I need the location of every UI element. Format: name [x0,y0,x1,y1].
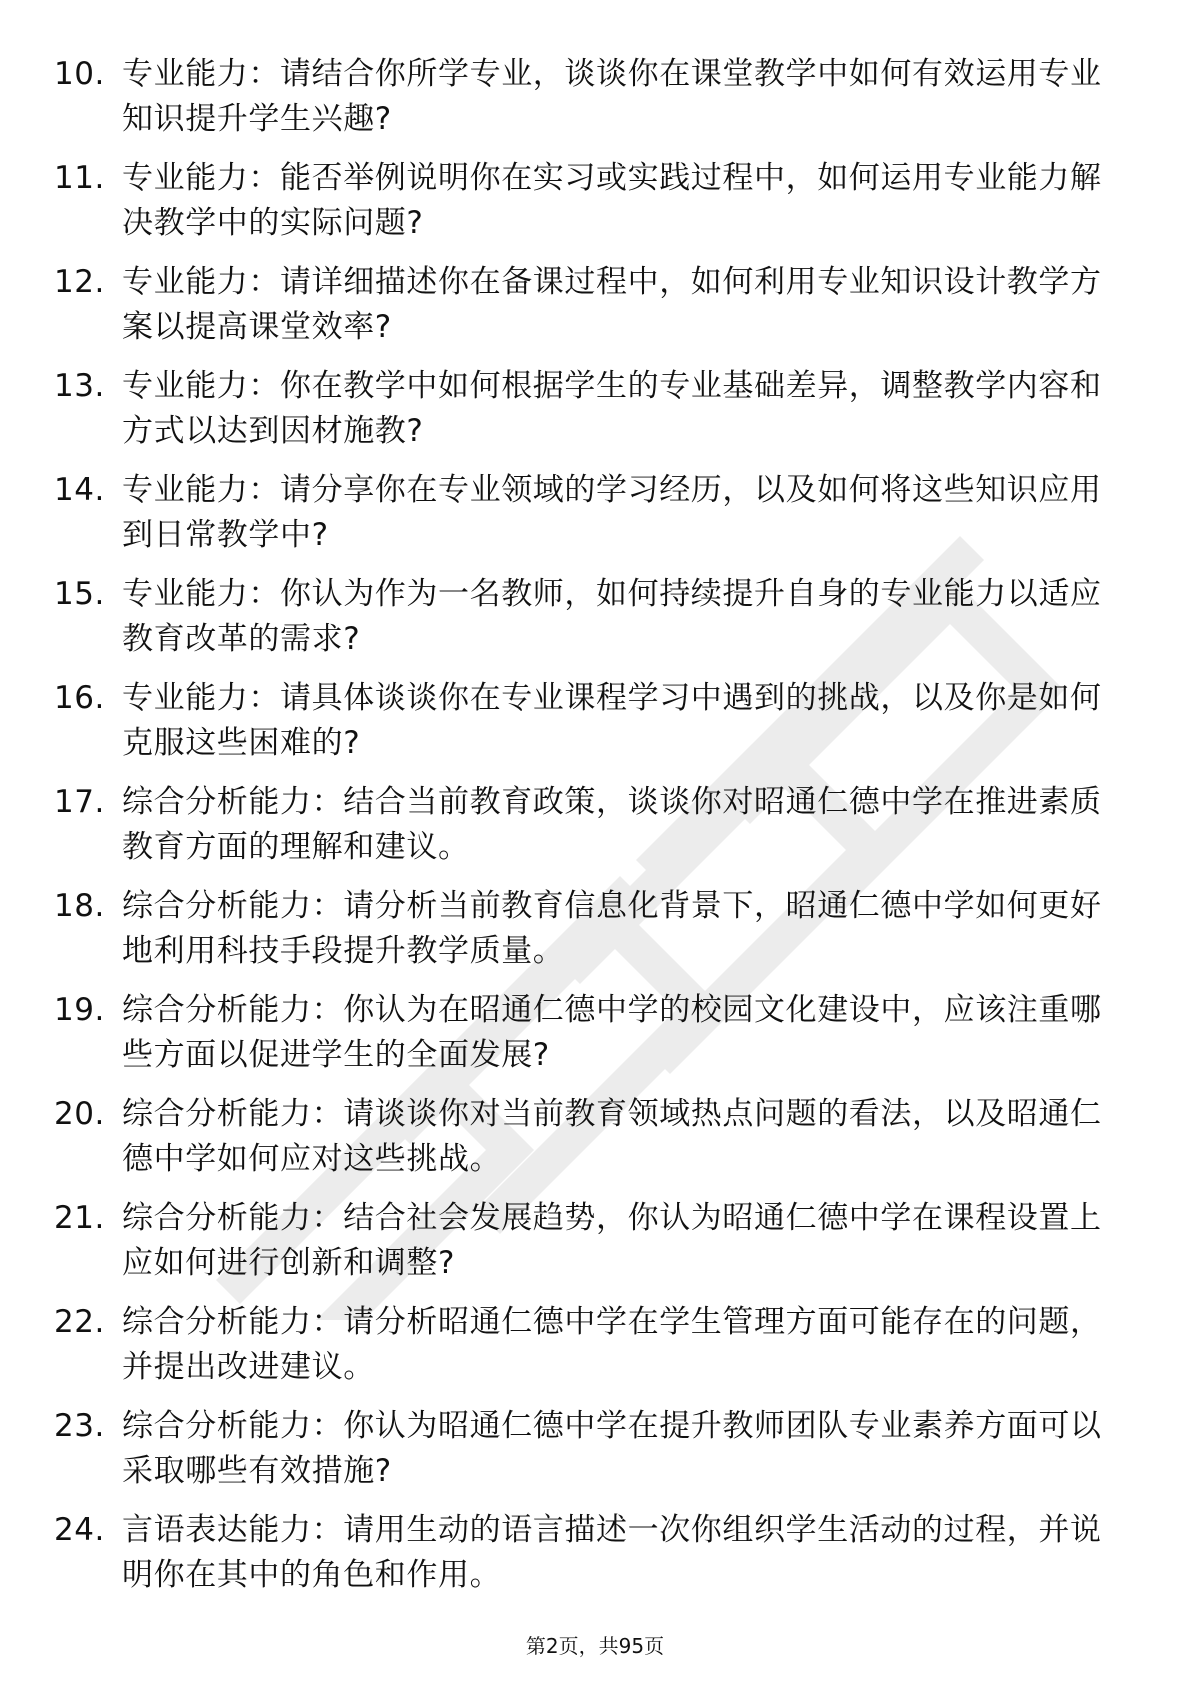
question-text: 专业能力：请详细描述你在备课过程中，如何利用专业知识设计教学方案以提高课堂效率? [122,264,1102,345]
question-item [54,1196,1124,1286]
question-text: 专业能力：请分享你在专业领域的学习经历，以及如何将这些知识应用到日常教学中? [122,472,1102,553]
question-text: 专业能力：请具体谈谈你在专业课程学习中遇到的挑战，以及你是如何克服这些困难的? [122,680,1102,761]
question-item [54,1300,1124,1390]
question-text: 专业能力：请结合你所学专业，谈谈你在课堂教学中如何有效运用专业知识提升学生兴趣? [122,56,1102,137]
question-text: 综合分析能力：请谈谈你对当前教育领域热点问题的看法，以及昭通仁德中学如何应对这些挑战。 [122,1096,1102,1177]
question-item [54,1404,1124,1494]
question-item [54,52,1124,142]
question-item [54,260,1124,350]
question-number: 13. [54,368,105,404]
question-number: 11. [54,160,105,196]
question-number: 15. [54,576,105,612]
question-number: 24. [54,1512,105,1548]
question-text: 专业能力：你在教学中如何根据学生的专业基础差异，调整教学内容和方式以达到因材施教? [122,368,1102,449]
question-item [54,676,1124,766]
question-number: 16. [54,680,105,716]
question-text: 综合分析能力：结合当前教育政策，谈谈你对昭通仁德中学在推进素质教育方面的理解和建议。 [122,784,1102,865]
question-number: 18. [54,888,105,924]
question-number: 21. [54,1200,105,1236]
question-number: 22. [54,1304,105,1340]
question-item [54,156,1124,246]
question-text: 综合分析能力：结合社会发展趋势，你认为昭通仁德中学在课程设置上应如何进行创新和调整? [122,1200,1102,1281]
question-text: 言语表达能力：请用生动的语言描述一次你组织学生活动的过程，并说明你在其中的角色和作用。 [122,1512,1102,1593]
question-number: 14. [54,472,105,508]
question-number: 20. [54,1096,105,1132]
question-item [54,364,1124,454]
question-text: 综合分析能力：你认为在昭通仁德中学的校园文化建设中，应该注重哪些方面以促进学生的全面发展? [122,992,1102,1073]
question-text: 综合分析能力：请分析昭通仁德中学在学生管理方面可能存在的问题，并提出改进建议。 [122,1304,1102,1385]
question-number: 23. [54,1408,105,1444]
question-item [54,572,1124,662]
question-text: 综合分析能力：请分析当前教育信息化背景下，昭通仁德中学如何更好地利用科技手段提升教学质量。 [122,888,1102,969]
question-item [54,468,1124,558]
question-text: 专业能力：能否举例说明你在实习或实践过程中，如何运用专业能力解决教学中的实际问题? [122,160,1102,241]
page-number-label: 第2页，共95页 [525,1634,665,1658]
question-number: 17. [54,784,105,820]
question-list [54,52,1124,1612]
question-text: 专业能力：你认为作为一名教师，如何持续提升自身的专业能力以适应教育改革的需求? [122,576,1102,657]
question-number: 10. [54,56,105,92]
question-item [54,1508,1124,1598]
question-item [54,988,1124,1078]
page-footer [0,1632,1190,1660]
question-number: 12. [54,264,105,300]
question-item [54,884,1124,974]
question-item [54,1092,1124,1182]
question-number: 19. [54,992,105,1028]
question-item [54,780,1124,870]
question-text: 综合分析能力：你认为昭通仁德中学在提升教师团队专业素养方面可以采取哪些有效措施? [122,1408,1102,1489]
